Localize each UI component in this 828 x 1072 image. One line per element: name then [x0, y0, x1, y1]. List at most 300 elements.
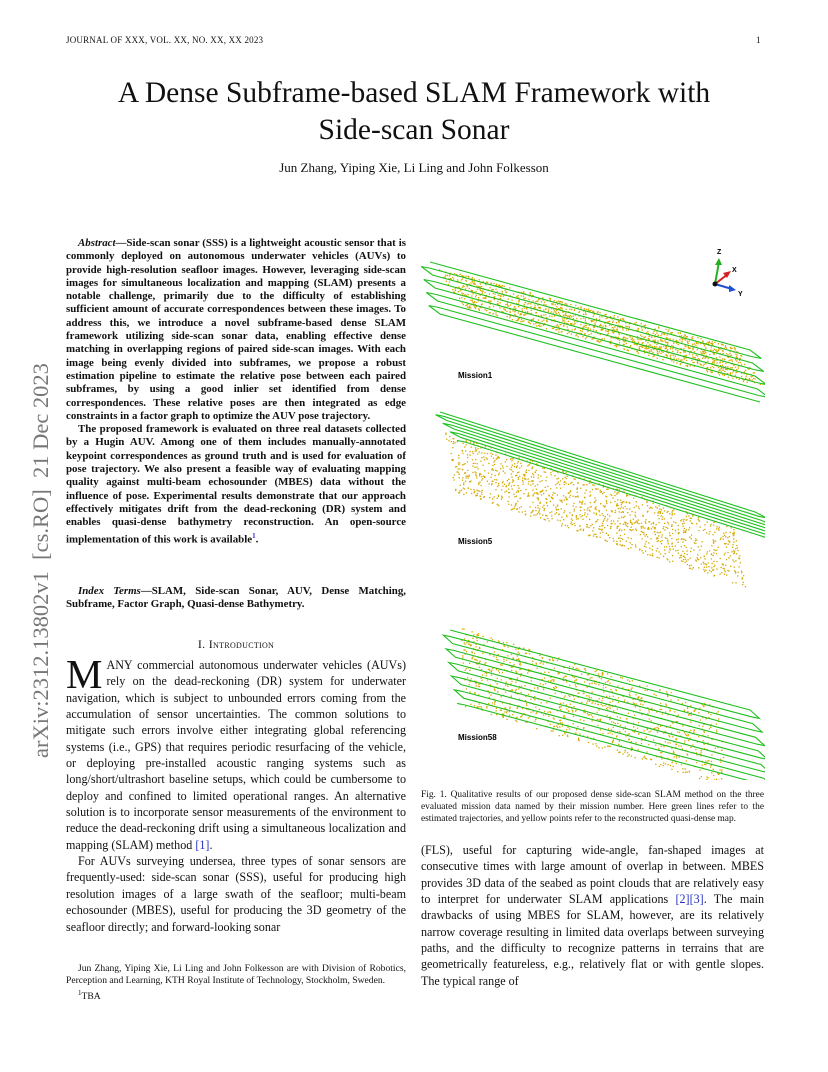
point-cloud-dot	[512, 479, 513, 480]
point-cloud-dot	[722, 362, 723, 363]
point-cloud-dot	[507, 316, 508, 317]
point-cloud-dot	[598, 747, 599, 748]
point-cloud-dot	[694, 542, 695, 543]
point-cloud-dot	[726, 526, 727, 527]
citation-3[interactable]: [3]	[689, 892, 704, 907]
point-cloud-dot	[469, 663, 470, 664]
point-cloud-dot	[541, 301, 542, 302]
point-cloud-dot	[486, 457, 487, 458]
point-cloud-dot	[542, 468, 543, 469]
point-cloud-dot	[696, 540, 697, 541]
point-cloud-dot	[657, 340, 658, 341]
point-cloud-dot	[626, 494, 627, 495]
introduction-text	[66, 651, 406, 935]
point-cloud-dot	[708, 358, 709, 359]
point-cloud-dot	[635, 546, 636, 547]
point-cloud-dot	[511, 504, 512, 505]
point-cloud-dot	[503, 471, 504, 472]
point-cloud-dot	[671, 345, 672, 346]
point-cloud-dot	[725, 565, 726, 566]
point-cloud-dot	[606, 489, 607, 490]
point-cloud-dot	[576, 518, 577, 519]
point-cloud-dot	[603, 487, 604, 488]
point-cloud-dot	[651, 349, 652, 350]
point-cloud-dot	[484, 477, 485, 478]
point-cloud-dot	[560, 720, 561, 721]
point-cloud-dot	[505, 304, 506, 305]
point-cloud-dot	[704, 556, 705, 557]
point-cloud-dot	[585, 670, 586, 671]
point-cloud-dot	[685, 531, 686, 532]
point-cloud-dot	[672, 736, 673, 737]
point-cloud-dot	[546, 321, 547, 322]
point-cloud-dot	[616, 322, 617, 323]
point-cloud-dot	[616, 543, 617, 544]
point-cloud-dot	[690, 568, 691, 569]
point-cloud-dot	[730, 566, 731, 567]
point-cloud-dot	[587, 713, 588, 714]
point-cloud-dot	[589, 697, 590, 698]
point-cloud-dot	[726, 532, 727, 533]
point-cloud-dot	[606, 510, 607, 511]
point-cloud-dot	[740, 562, 741, 563]
point-cloud-dot	[459, 474, 460, 475]
point-cloud-dot	[710, 714, 711, 715]
point-cloud-dot	[477, 463, 478, 464]
point-cloud-dot	[536, 663, 537, 664]
citation-1[interactable]: [1]	[195, 837, 210, 852]
point-cloud-dot	[592, 530, 593, 531]
point-cloud-dot	[475, 447, 476, 448]
point-cloud-dot	[699, 708, 700, 709]
point-cloud-dot	[660, 764, 661, 765]
point-cloud-dot	[556, 512, 557, 513]
point-cloud-dot	[569, 497, 570, 498]
point-cloud-dot	[570, 523, 571, 524]
point-cloud-dot	[627, 512, 628, 513]
point-cloud-dot	[711, 571, 712, 572]
point-cloud-dot	[498, 495, 499, 496]
point-cloud-dot	[508, 479, 509, 480]
point-cloud-dot	[638, 342, 639, 343]
point-cloud-dot	[709, 531, 710, 532]
point-cloud-dot	[555, 304, 556, 305]
point-cloud-dot	[712, 343, 713, 344]
point-cloud-dot	[644, 535, 645, 536]
point-cloud-dot	[660, 353, 661, 354]
point-cloud-dot	[473, 283, 474, 284]
point-cloud-dot	[713, 367, 714, 368]
point-cloud-dot	[609, 708, 610, 709]
point-cloud-dot	[458, 472, 459, 473]
point-cloud-dot	[658, 535, 659, 536]
point-cloud-dot	[496, 470, 497, 471]
point-cloud-dot	[641, 698, 642, 699]
point-cloud-dot	[730, 359, 731, 360]
point-cloud-dot	[511, 476, 512, 477]
point-cloud-dot	[658, 348, 659, 349]
point-cloud-dot	[472, 472, 473, 473]
point-cloud-dot	[589, 701, 590, 702]
point-cloud-dot	[619, 342, 620, 343]
point-cloud-dot	[491, 469, 492, 470]
point-cloud-dot	[572, 496, 573, 497]
point-cloud-dot	[498, 474, 499, 475]
point-cloud-dot	[695, 357, 696, 358]
point-cloud-dot	[713, 552, 714, 553]
point-cloud-dot	[652, 356, 653, 357]
point-cloud-dot	[525, 514, 526, 515]
point-cloud-dot	[462, 450, 463, 451]
point-cloud-dot	[665, 763, 666, 764]
point-cloud-dot	[642, 504, 643, 505]
point-cloud-dot	[621, 538, 622, 539]
point-cloud-dot	[478, 490, 479, 491]
point-cloud-dot	[553, 726, 554, 727]
point-cloud-dot	[704, 744, 705, 745]
point-cloud-dot	[455, 290, 456, 291]
point-cloud-dot	[578, 518, 579, 519]
point-cloud-dot	[709, 570, 710, 571]
point-cloud-dot	[506, 485, 507, 486]
point-cloud-dot	[497, 498, 498, 499]
point-cloud-dot	[473, 463, 474, 464]
point-cloud-dot	[716, 779, 717, 780]
point-cloud-dot	[562, 320, 563, 321]
point-cloud-dot	[724, 359, 725, 360]
point-cloud-dot	[586, 695, 587, 696]
point-cloud-dot	[667, 742, 668, 743]
point-cloud-dot	[630, 542, 631, 543]
point-cloud-dot	[478, 684, 479, 685]
point-cloud-dot	[602, 493, 603, 494]
point-cloud-dot	[683, 539, 684, 540]
point-cloud-dot	[463, 494, 464, 495]
point-cloud-dot	[697, 343, 698, 344]
point-cloud-dot	[606, 501, 607, 502]
point-cloud-dot	[651, 720, 652, 721]
point-cloud-dot	[620, 725, 621, 726]
point-cloud-dot	[664, 340, 665, 341]
point-cloud-dot	[644, 325, 645, 326]
point-cloud-dot	[596, 330, 597, 331]
point-cloud-dot	[696, 762, 697, 763]
point-cloud-dot	[685, 734, 686, 735]
point-cloud-dot	[478, 484, 479, 485]
point-cloud-dot	[613, 540, 614, 541]
point-cloud-dot	[454, 442, 455, 443]
point-cloud-dot	[697, 349, 698, 350]
point-cloud-dot	[660, 553, 661, 554]
point-cloud-dot	[673, 343, 674, 344]
point-cloud-dot	[543, 310, 544, 311]
point-cloud-dot	[509, 469, 510, 470]
point-cloud-dot	[653, 503, 654, 504]
point-cloud-dot	[707, 735, 708, 736]
point-cloud-dot	[600, 729, 601, 730]
point-cloud-dot	[675, 530, 676, 531]
point-cloud-dot	[573, 324, 574, 325]
point-cloud-dot	[707, 551, 708, 552]
point-cloud-dot	[692, 362, 693, 363]
point-cloud-dot	[689, 771, 690, 772]
point-cloud-dot	[537, 687, 538, 688]
point-cloud-dot	[554, 315, 555, 316]
point-cloud-dot	[694, 710, 695, 711]
point-cloud-dot	[656, 695, 657, 696]
point-cloud-dot	[647, 529, 648, 530]
point-cloud-dot	[554, 718, 555, 719]
point-cloud-dot	[638, 749, 639, 750]
point-cloud-dot	[604, 518, 605, 519]
point-cloud-dot	[734, 347, 735, 348]
point-cloud-dot	[755, 378, 756, 379]
point-cloud-dot	[563, 320, 564, 321]
point-cloud-dot	[560, 324, 561, 325]
point-cloud-dot	[585, 318, 586, 319]
point-cloud-dot	[462, 480, 463, 481]
point-cloud-dot	[603, 505, 604, 506]
point-cloud-dot	[701, 563, 702, 564]
point-cloud-dot	[640, 534, 641, 535]
point-cloud-dot	[722, 536, 723, 537]
point-cloud-dot	[576, 517, 577, 518]
point-cloud-dot	[490, 300, 491, 301]
point-cloud-dot	[477, 289, 478, 290]
point-cloud-dot	[498, 456, 499, 457]
point-cloud-dot	[667, 342, 668, 343]
point-cloud-dot	[676, 757, 677, 758]
point-cloud-dot	[564, 499, 565, 500]
point-cloud-dot	[546, 328, 547, 329]
point-cloud-dot	[696, 523, 697, 524]
point-cloud-dot	[659, 689, 660, 690]
point-cloud-dot	[506, 459, 507, 460]
point-cloud-dot	[620, 541, 621, 542]
point-cloud-dot	[681, 341, 682, 342]
point-cloud-dot	[721, 344, 722, 345]
point-cloud-dot	[662, 534, 663, 535]
point-cloud-dot	[496, 659, 497, 660]
point-cloud-dot	[476, 490, 477, 491]
point-cloud-dot	[587, 736, 588, 737]
point-cloud-dot	[518, 511, 519, 512]
point-cloud-dot	[657, 351, 658, 352]
point-cloud-dot	[499, 472, 500, 473]
point-cloud-dot	[724, 375, 725, 376]
point-cloud-dot	[599, 515, 600, 516]
point-cloud-dot	[675, 522, 676, 523]
point-cloud-dot	[575, 710, 576, 711]
point-cloud-dot	[571, 518, 572, 519]
point-cloud-dot	[601, 525, 602, 526]
point-cloud-dot	[526, 472, 527, 473]
point-cloud-dot	[521, 692, 522, 693]
point-cloud-dot	[531, 319, 532, 320]
point-cloud-dot	[469, 288, 470, 289]
point-cloud-dot	[474, 463, 475, 464]
point-cloud-dot	[608, 745, 609, 746]
point-cloud-dot	[646, 685, 647, 686]
point-cloud-dot	[599, 312, 600, 313]
point-cloud-dot	[697, 557, 698, 558]
point-cloud-dot	[677, 542, 678, 543]
point-cloud-dot	[692, 344, 693, 345]
point-cloud-dot	[459, 490, 460, 491]
point-cloud-dot	[543, 325, 544, 326]
point-cloud-dot	[515, 690, 516, 691]
point-cloud-dot	[678, 553, 679, 554]
point-cloud-dot	[678, 700, 679, 701]
point-cloud-dot	[585, 338, 586, 339]
point-cloud-dot	[667, 558, 668, 559]
point-cloud-dot	[638, 329, 639, 330]
point-cloud-dot	[474, 653, 475, 654]
point-cloud-dot	[546, 477, 547, 478]
point-cloud-dot	[666, 527, 667, 528]
point-cloud-dot	[663, 762, 664, 763]
point-cloud-dot	[654, 512, 655, 513]
point-cloud-dot	[635, 512, 636, 513]
point-cloud-dot	[514, 508, 515, 509]
point-cloud-dot	[610, 343, 611, 344]
point-cloud-dot	[463, 464, 464, 465]
point-cloud-dot	[478, 482, 479, 483]
point-cloud-dot	[686, 735, 687, 736]
point-cloud-dot	[465, 450, 466, 451]
point-cloud-dot	[523, 296, 524, 297]
point-cloud-dot	[627, 752, 628, 753]
point-cloud-dot	[537, 513, 538, 514]
point-cloud-dot	[538, 307, 539, 308]
point-cloud-dot	[528, 495, 529, 496]
point-cloud-dot	[608, 321, 609, 322]
point-cloud-dot	[734, 551, 735, 552]
point-cloud-dot	[629, 508, 630, 509]
point-cloud-dot	[502, 482, 503, 483]
point-cloud-dot	[489, 654, 490, 655]
point-cloud-dot	[659, 351, 660, 352]
point-cloud-dot	[692, 354, 693, 355]
point-cloud-dot	[688, 515, 689, 516]
point-cloud-dot	[539, 510, 540, 511]
point-cloud-dot	[724, 371, 725, 372]
point-cloud-dot	[546, 702, 547, 703]
point-cloud-dot	[613, 727, 614, 728]
point-cloud-dot	[623, 517, 624, 518]
point-cloud-dot	[481, 669, 482, 670]
point-cloud-dot	[625, 523, 626, 524]
point-cloud-dot	[697, 363, 698, 364]
point-cloud-dot	[675, 550, 676, 551]
point-cloud-dot	[503, 308, 504, 309]
point-cloud-dot	[540, 663, 541, 664]
point-cloud-dot	[647, 536, 648, 537]
point-cloud-dot	[543, 714, 544, 715]
point-cloud-dot	[528, 493, 529, 494]
point-cloud-dot	[526, 470, 527, 471]
point-cloud-dot	[451, 441, 452, 442]
section-title: Introduction	[208, 637, 275, 651]
footnote-link[interactable]: 1	[252, 531, 256, 540]
point-cloud-dot	[479, 289, 480, 290]
point-cloud-dot	[513, 494, 514, 495]
point-cloud-dot	[595, 703, 596, 704]
point-cloud-dot	[549, 316, 550, 317]
point-cloud-dot	[637, 338, 638, 339]
point-cloud-dot	[592, 692, 593, 693]
point-cloud-dot	[648, 527, 649, 528]
point-cloud-dot	[718, 718, 719, 719]
point-cloud-dot	[538, 319, 539, 320]
point-cloud-dot	[705, 764, 706, 765]
citation-2[interactable]: [2]	[675, 892, 690, 907]
point-cloud-dot	[626, 502, 627, 503]
point-cloud-dot	[587, 524, 588, 525]
point-cloud-dot	[595, 534, 596, 535]
point-cloud-dot	[464, 642, 465, 643]
point-cloud-dot	[579, 525, 580, 526]
point-cloud-dot	[522, 480, 523, 481]
point-cloud-dot	[629, 695, 630, 696]
point-cloud-dot	[676, 539, 677, 540]
point-cloud-dot	[573, 716, 574, 717]
point-cloud-dot	[551, 474, 552, 475]
point-cloud-dot	[464, 446, 465, 447]
intro-p1: commercial autonomous underwater vehicles (AUVs) rely on the dead-reckoning (DR) system for underwater navigation, which is subject to unbounded errors coming from the accumulation of sensor uncertainties. The common solutions to mitigate such errors involve either integrating global referencing systems (i.e., GPS) that requires periodic resurfacing of the vehicle, or deploying pre-installed acoustic ranging systems such as long/short/ultrashort baseline setups, which could be cumbersome to deploy and confined to limited operational ranges. An alternative solution is to incorporate sensor measurements of the environment to reduce the dead-reckoning drift using a simultaneous localization and mapping (SLAM) method	[66, 658, 406, 852]
point-cloud-dot	[549, 512, 550, 513]
point-cloud-dot	[582, 504, 583, 505]
point-cloud-dot	[593, 316, 594, 317]
point-cloud-dot	[704, 345, 705, 346]
point-cloud-dot	[735, 572, 736, 573]
figure-caption: Fig. 1. Qualitative results of our proposed dense side-scan SLAM method on the three evaluated mission data named by their mission number. Here green lines refer to the estimated trajectories, and yellow points refer to the reconstructed quasi-dense map.	[421, 790, 764, 824]
point-cloud-dot	[688, 343, 689, 344]
point-cloud-dot	[674, 756, 675, 757]
point-cloud-dot	[721, 537, 722, 538]
point-cloud-dot	[635, 522, 636, 523]
point-cloud-dot	[672, 555, 673, 556]
point-cloud-dot	[645, 521, 646, 522]
point-cloud-dot	[635, 516, 636, 517]
point-cloud-dot	[473, 634, 474, 635]
point-cloud-dot	[574, 510, 575, 511]
point-cloud-dot	[477, 453, 478, 454]
point-cloud-dot	[569, 317, 570, 318]
point-cloud-dot	[541, 661, 542, 662]
point-cloud-dot	[585, 712, 586, 713]
point-cloud-dot	[684, 545, 685, 546]
point-cloud-dot	[550, 298, 551, 299]
point-cloud-dot	[626, 330, 627, 331]
point-cloud-dot	[573, 723, 574, 724]
point-cloud-dot	[511, 467, 512, 468]
point-cloud-dot	[477, 493, 478, 494]
point-cloud-dot	[713, 549, 714, 550]
point-cloud-dot	[620, 535, 621, 536]
point-cloud-dot	[586, 703, 587, 704]
point-cloud-dot	[497, 692, 498, 693]
point-cloud-dot	[728, 557, 729, 558]
point-cloud-dot	[588, 742, 589, 743]
point-cloud-dot	[731, 355, 732, 356]
point-cloud-dot	[632, 337, 633, 338]
point-cloud-dot	[577, 307, 578, 308]
point-cloud-dot	[631, 544, 632, 545]
point-cloud-dot	[675, 738, 676, 739]
footnotes	[66, 963, 406, 1003]
point-cloud-dot	[679, 757, 680, 758]
